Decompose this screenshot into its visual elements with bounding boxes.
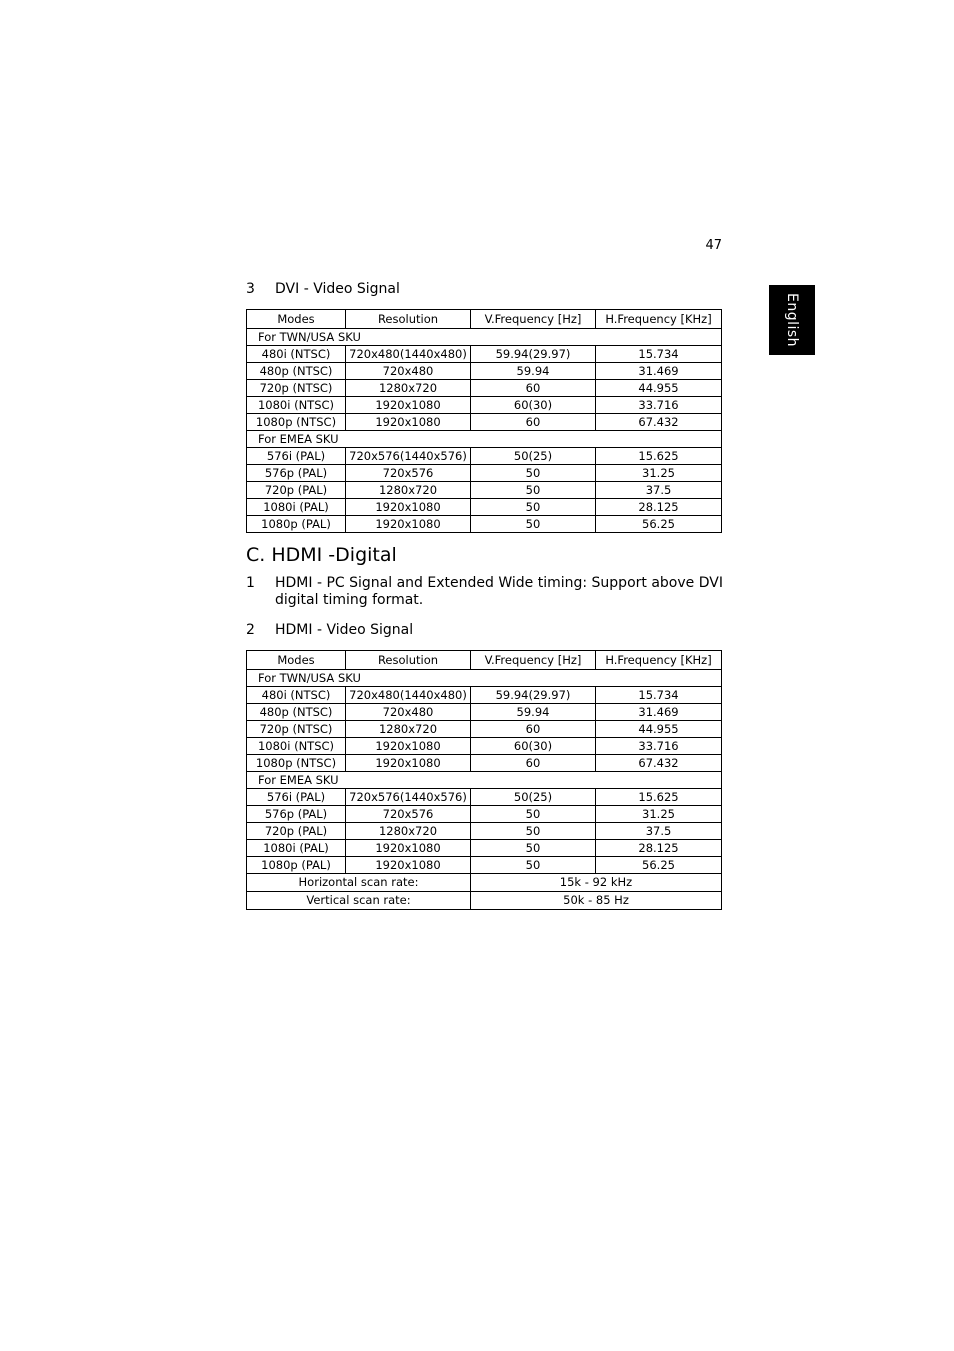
table-cell: 37.5 (596, 823, 722, 840)
column-header: H.Frequency [KHz] (596, 310, 722, 329)
scan-rate-value: 50k - 85 Hz (471, 892, 722, 910)
table-cell: 37.5 (596, 482, 722, 499)
table-cell: 720p (PAL) (247, 823, 346, 840)
table-row (247, 823, 722, 840)
table-cell: 720x576 (346, 806, 471, 823)
group-label: For EMEA SKU (247, 772, 722, 789)
table-cell: 576i (PAL) (247, 448, 346, 465)
group-label: For EMEA SKU (247, 431, 722, 448)
table-cell: 50 (471, 516, 596, 533)
table-cell: 1080i (NTSC) (247, 397, 346, 414)
group-row (247, 329, 722, 346)
table-row (247, 465, 722, 482)
table-cell: 60 (471, 414, 596, 431)
table-cell: 33.716 (596, 738, 722, 755)
table-row (247, 738, 722, 755)
table-cell: 1080p (NTSC) (247, 414, 346, 431)
table-row (247, 397, 722, 414)
item-number: 2 (246, 622, 255, 638)
column-header: V.Frequency [Hz] (471, 310, 596, 329)
column-header: H.Frequency [KHz] (596, 651, 722, 670)
table-cell: 1280x720 (346, 380, 471, 397)
table-cell: 31.25 (596, 806, 722, 823)
table-cell: 1080i (PAL) (247, 840, 346, 857)
scan-rate-row (247, 874, 722, 892)
table-row (247, 755, 722, 772)
table-cell: 1080i (NTSC) (247, 738, 346, 755)
table-cell: 50 (471, 806, 596, 823)
item-title: DVI - Video Signal (275, 281, 400, 297)
table-cell: 50 (471, 482, 596, 499)
table-cell: 56.25 (596, 857, 722, 874)
table-cell: 1280x720 (346, 721, 471, 738)
table-cell: 60 (471, 380, 596, 397)
table-cell: 1080p (NTSC) (247, 755, 346, 772)
table-cell: 50 (471, 857, 596, 874)
column-header: Resolution (346, 651, 471, 670)
table-cell: 15.734 (596, 346, 722, 363)
scan-rate-row (247, 892, 722, 910)
table-row (247, 789, 722, 806)
table-row (247, 380, 722, 397)
table-cell: 1920x1080 (346, 414, 471, 431)
column-header: Modes (247, 310, 346, 329)
table-cell: 56.25 (596, 516, 722, 533)
table-cell: 60 (471, 721, 596, 738)
table-cell: 720p (NTSC) (247, 721, 346, 738)
table-cell: 59.94 (471, 363, 596, 380)
table-cell: 1920x1080 (346, 857, 471, 874)
item-number: 3 (246, 281, 255, 297)
table-cell: 720x480 (346, 704, 471, 721)
group-label: For TWN/USA SKU (247, 670, 722, 687)
section-title: C. HDMI -Digital (246, 544, 397, 566)
table-cell: 720x480(1440x480) (346, 687, 471, 704)
table-row (247, 346, 722, 363)
table-cell: 576i (PAL) (247, 789, 346, 806)
table-cell: 1920x1080 (346, 755, 471, 772)
table-row (247, 687, 722, 704)
table-cell: 44.955 (596, 380, 722, 397)
table-cell: 576p (PAL) (247, 465, 346, 482)
hdmi-signal-table (246, 650, 722, 910)
table-cell: 480i (NTSC) (247, 687, 346, 704)
table-cell: 720x576 (346, 465, 471, 482)
table-cell: 31.469 (596, 704, 722, 721)
group-row (247, 772, 722, 789)
table-cell: 50(25) (471, 448, 596, 465)
table-cell: 480i (NTSC) (247, 346, 346, 363)
item-title: HDMI - Video Signal (275, 622, 414, 638)
group-label: For TWN/USA SKU (247, 329, 722, 346)
table-cell: 59.94 (471, 704, 596, 721)
table-row (247, 704, 722, 721)
page-number: 47 (705, 238, 722, 253)
table-cell: 1080p (PAL) (247, 516, 346, 533)
table-cell: 15.734 (596, 687, 722, 704)
item-number: 1 (246, 575, 255, 591)
table-cell: 1920x1080 (346, 397, 471, 414)
table-cell: 1280x720 (346, 482, 471, 499)
table-cell: 60(30) (471, 738, 596, 755)
table-cell: 59.94(29.97) (471, 346, 596, 363)
table-cell: 15.625 (596, 448, 722, 465)
language-tab-label: English (784, 292, 800, 348)
table-cell: 720x480 (346, 363, 471, 380)
table-cell: 28.125 (596, 840, 722, 857)
table-cell: 60(30) (471, 397, 596, 414)
table-cell: 720p (PAL) (247, 482, 346, 499)
table-row (247, 499, 722, 516)
group-row (247, 431, 722, 448)
table-cell: 1920x1080 (346, 840, 471, 857)
table-cell: 31.469 (596, 363, 722, 380)
column-header: Resolution (346, 310, 471, 329)
table-cell: 44.955 (596, 721, 722, 738)
item-text: HDMI - PC Signal and Extended Wide timing: Support above DVI digital timing format. (275, 575, 723, 608)
table-cell: 50(25) (471, 789, 596, 806)
table-cell: 28.125 (596, 499, 722, 516)
table-header-row (247, 651, 722, 670)
table-cell: 50 (471, 840, 596, 857)
dvi-signal-table (246, 309, 722, 533)
table-cell: 67.432 (596, 414, 722, 431)
table-cell: 1920x1080 (346, 738, 471, 755)
table-cell: 50 (471, 499, 596, 516)
table-cell: 1080i (PAL) (247, 499, 346, 516)
scan-rate-label: Horizontal scan rate: (247, 874, 471, 892)
table-cell: 720x576(1440x576) (346, 448, 471, 465)
table-row (247, 806, 722, 823)
table-cell: 50 (471, 823, 596, 840)
table-row (247, 840, 722, 857)
table-row (247, 721, 722, 738)
table-cell: 50 (471, 465, 596, 482)
table-cell: 1920x1080 (346, 516, 471, 533)
table-row (247, 482, 722, 499)
table-cell: 576p (PAL) (247, 806, 346, 823)
table-cell: 480p (NTSC) (247, 363, 346, 380)
table-row (247, 516, 722, 533)
table-cell: 720x480(1440x480) (346, 346, 471, 363)
table-cell: 67.432 (596, 755, 722, 772)
table-cell: 1080p (PAL) (247, 857, 346, 874)
table-cell: 720x576(1440x576) (346, 789, 471, 806)
table-row (247, 448, 722, 465)
language-tab (769, 285, 815, 355)
table-cell: 720p (NTSC) (247, 380, 346, 397)
column-header: Modes (247, 651, 346, 670)
group-row (247, 670, 722, 687)
table-cell: 33.716 (596, 397, 722, 414)
table-cell: 1920x1080 (346, 499, 471, 516)
table-cell: 1280x720 (346, 823, 471, 840)
column-header: V.Frequency [Hz] (471, 651, 596, 670)
table-cell: 15.625 (596, 789, 722, 806)
table-header-row (247, 310, 722, 329)
scan-rate-label: Vertical scan rate: (247, 892, 471, 910)
table-cell: 60 (471, 755, 596, 772)
table-row (247, 414, 722, 431)
table-row (247, 857, 722, 874)
scan-rate-value: 15k - 92 kHz (471, 874, 722, 892)
table-cell: 480p (NTSC) (247, 704, 346, 721)
table-cell: 31.25 (596, 465, 722, 482)
table-row (247, 363, 722, 380)
table-cell: 59.94(29.97) (471, 687, 596, 704)
